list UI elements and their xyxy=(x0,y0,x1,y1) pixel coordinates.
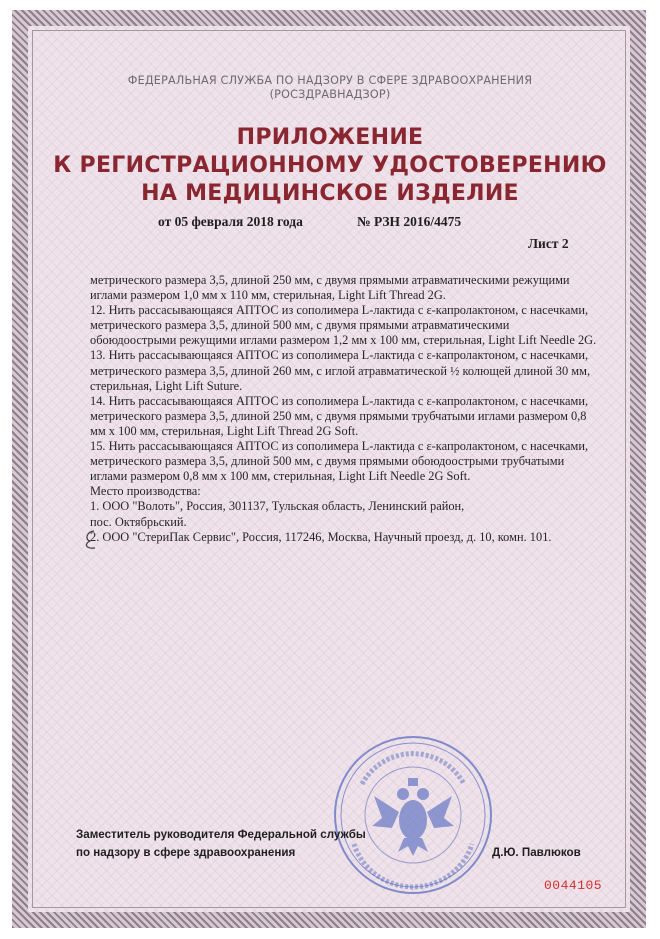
body-line: иглами размером 0,8 мм х 100 мм, стерильная, Light Lift Needle 2G Soft. xyxy=(90,469,471,484)
body-line: метрического размера 3,5, длиной 250 мм, с двумя прямыми атравматическими режущими xyxy=(90,273,570,287)
signer-name: Д.Ю. Павлюков xyxy=(492,846,581,859)
handwritten-mark-icon xyxy=(82,528,98,552)
signer-title-line1: Заместитель руководителя Федеральной службы xyxy=(76,828,366,841)
body-line: 15. Нить рассасывающаяся АПТОС из сополимера L-лактида с ε-капролактоном, с насечками, xyxy=(90,439,589,454)
body-line: 1. ООО "Волоть", Россия, 301137, Тульская область, Ленинский район, xyxy=(90,499,465,514)
form-serial-number: 0044105 xyxy=(544,878,603,893)
body-line: 14. Нить рассасывающаяся АПТОС из сополимера L-лактида с ε-капролактоном, с насечками, xyxy=(90,393,589,408)
signer-title-line2: по надзору в сфере здравоохранения xyxy=(76,846,296,859)
document-subtitle-line1: К РЕГИСТРАЦИОННОМУ УДОСТОВЕРЕНИЮ xyxy=(53,153,607,178)
document-subtitle-line2: НА МЕДИЦИНСКОЕ ИЗДЕЛИЕ xyxy=(141,181,519,206)
body-line: метрического размера 3,5, длиной 250 мм, с двумя прямыми трубчатыми иглами размером 0,8 xyxy=(90,408,587,423)
body-line: 12. Нить рассасывающаяся АПТОС из сополимера L-лактида с ε-капролактоном, с насечками, xyxy=(90,303,589,318)
body-line: 13. Нить рассасывающаяся АПТОС из сополимера L-лактида с ε-капролактоном, с насечками, xyxy=(90,348,589,363)
body-line: метрического размера 3,5, длиной 500 мм, с двумя прямыми обоюдоострыми трубчатыми xyxy=(90,454,565,469)
double-headed-eagle-icon xyxy=(372,778,454,856)
issue-date: от 05 февраля 2018 года xyxy=(158,214,303,229)
body-line: пос. Октябрьский. xyxy=(90,514,187,529)
body-line: 2. ООО "СтериПак Сервис", Россия, 117246, Москва, Научный проезд, д. 10, комн. 101. xyxy=(90,529,552,544)
body-line: мм х 100 мм, стерильная, Light Lift Thread 2G Soft. xyxy=(90,423,359,438)
body-line: стерильная, Light Lift Suture. xyxy=(90,378,243,393)
agency-abbreviation: (РОСЗДРАВНАДЗОР) xyxy=(269,88,391,101)
body-text xyxy=(90,273,620,545)
official-seal-stamp xyxy=(332,734,494,896)
body-line: метрического размера 3,5, длиной 260 мм, с иглой атравматической ½ колющей длиной 30 мм, xyxy=(90,363,591,378)
body-line: Место производства: xyxy=(90,484,201,499)
body-line: метрического размера 3,5, длиной 500 мм, с двумя прямыми атравматическими xyxy=(90,318,510,333)
body-line: обоюдоострыми режущими иглами размером 1,2 мм х 100 мм, стерильная, Light Lift Needle 2G. xyxy=(90,333,597,348)
body-line: иглами размером 1,0 мм х 110 мм, стерильная, Light Lift Thread 2G. xyxy=(90,288,446,303)
document-title: ПРИЛОЖЕНИЕ xyxy=(236,125,424,150)
agency-name: ФЕДЕРАЛЬНАЯ СЛУЖБА ПО НАДЗОРУ В СФЕРЕ ЗДРАВООХРАНЕНИЯ xyxy=(127,74,533,87)
registration-number: № РЗН 2016/4475 xyxy=(357,214,462,229)
sheet-number: Лист 2 xyxy=(528,236,569,251)
